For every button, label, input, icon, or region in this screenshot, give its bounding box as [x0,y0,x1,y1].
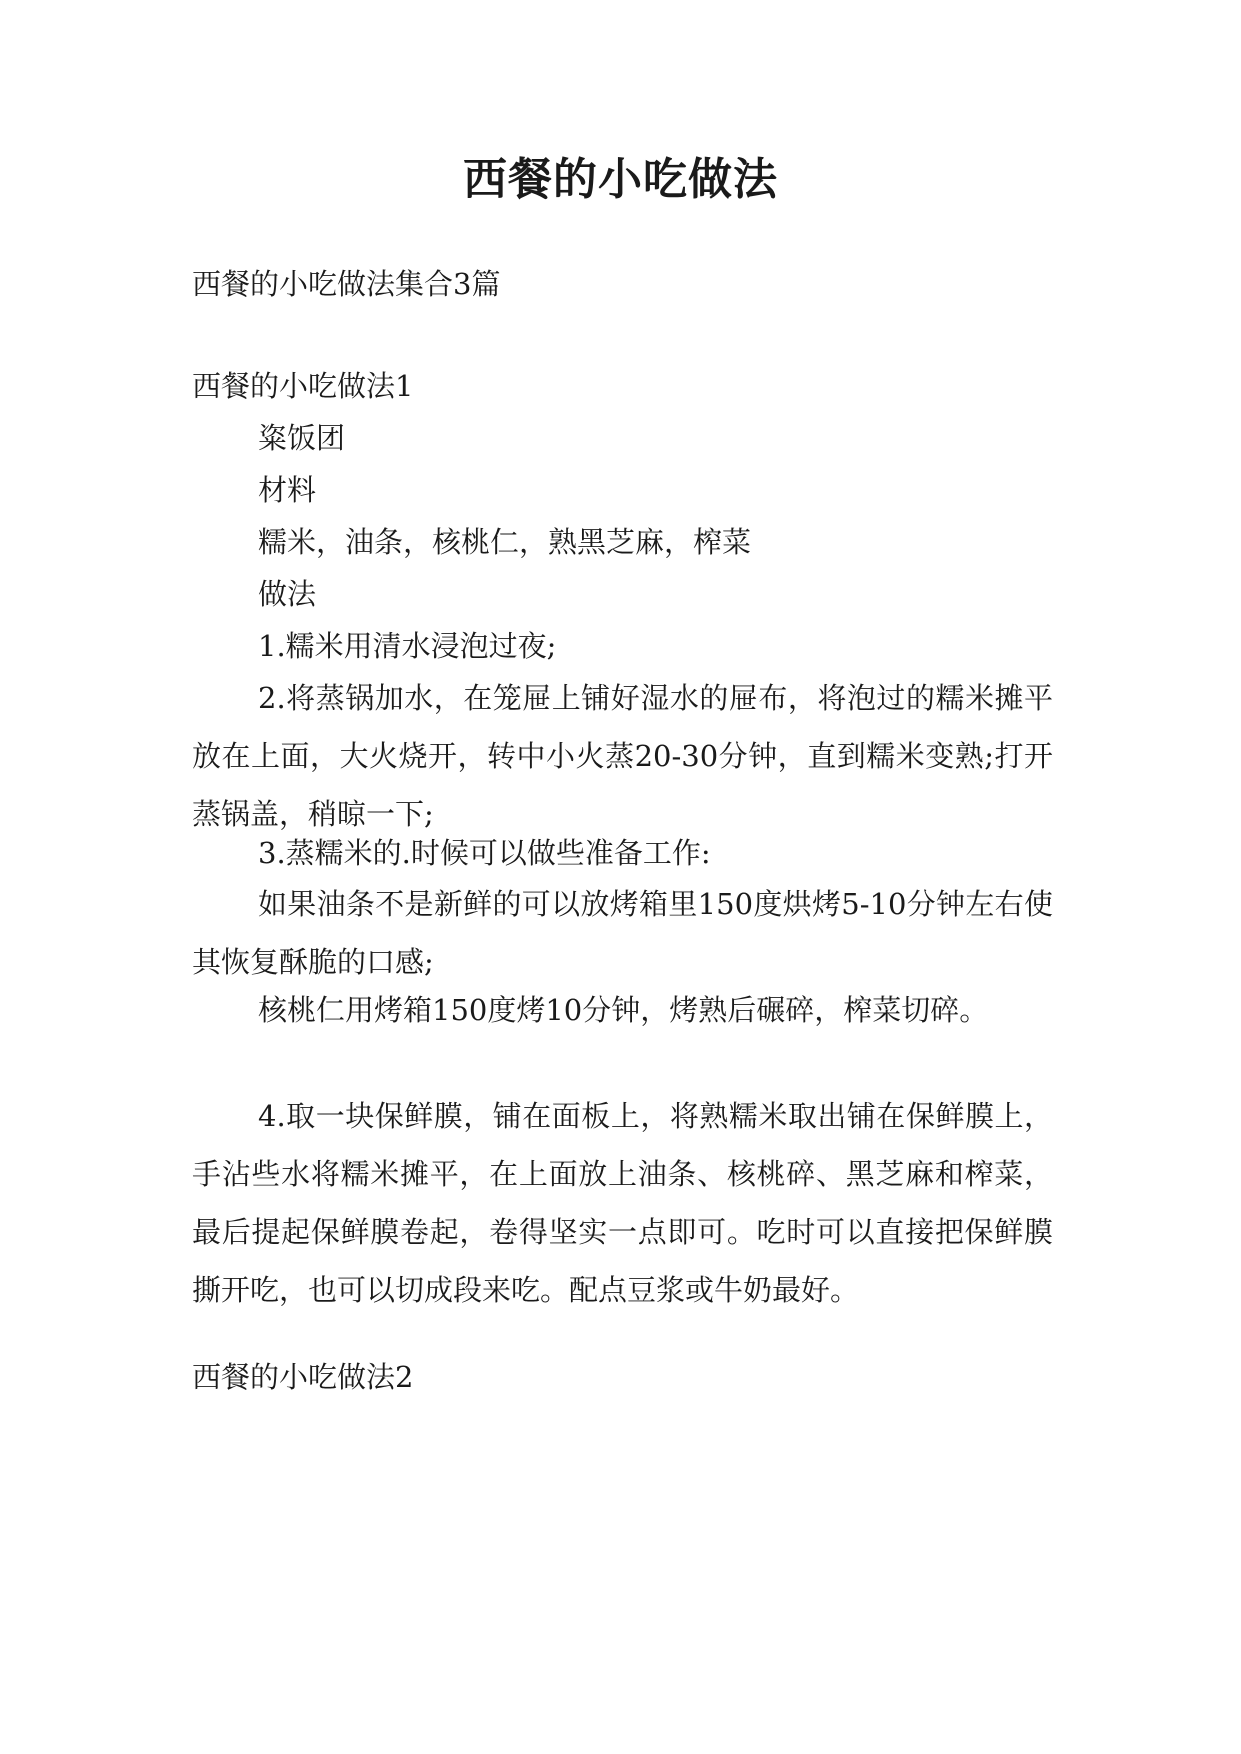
document-subtitle: 西餐的小吃做法集合3篇 [192,267,501,301]
dish-name: 粢饭团 [258,421,346,455]
step-3: 3.蒸糯米的.时候可以做些准备工作: [258,836,711,870]
step-2: 2.将蒸锅加水，在笼屉上铺好湿水的屉布，将泡过的糯米摊平放在上面，大火烧开，转中小火蒸20-30分钟，直到糯米变熟;打开蒸锅盖，稍晾一下; [192,681,1053,831]
step-1: 1.糯米用清水浸泡过夜; [258,629,557,663]
materials-list: 糯米，油条，核桃仁，熟黑芝麻，榨菜 [258,525,752,559]
step-4: 4.取一块保鲜膜，铺在面板上，将熟糯米取出铺在保鲜膜上，手沾些水将糯米摊平，在上面放上油条、核桃碎、黑芝麻和榨菜，最后提起保鲜膜卷起，卷得坚实一点即可。吃时可以直接把保鲜膜撕开吃，也可以切成段来吃。配点豆浆或牛奶最好。 [192,1099,1053,1307]
step-3-walnut: 核桃仁用烤箱150度烤10分钟，烤熟后碾碎，榨菜切碎。 [258,993,989,1027]
step-3-oil-stick: 如果油条不是新鲜的可以放烤箱里150度烘烤5-10分钟左右使其恢复酥脆的口感; [192,887,1053,979]
document-title: 西餐的小吃做法 [463,154,778,205]
method-label: 做法 [258,577,317,611]
section-2-heading: 西餐的小吃做法2 [192,1360,414,1394]
section-1-heading: 西餐的小吃做法1 [192,369,414,403]
materials-label: 材料 [258,473,317,507]
